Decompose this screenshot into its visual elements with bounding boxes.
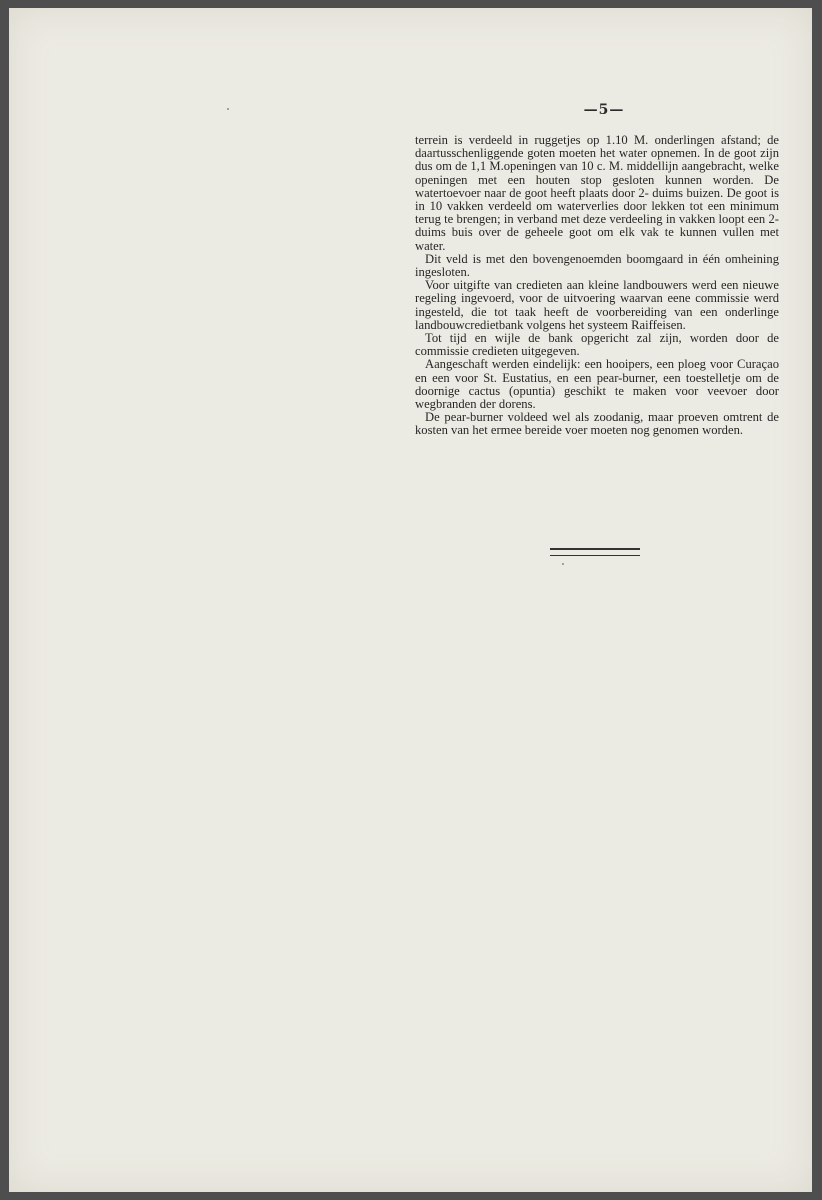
body-text [415,134,779,438]
paragraph-commission: Tot tijd en wijle de bank opgericht zal zijn, worden door de commissie credieten uitgegeven. [415,331,779,359]
section-divider [550,548,640,556]
paragraph-irrigation: terrein is verdeeld in ruggetjes op 1.10 M. onderlingen afstand; de daartusschenliggende goten moeten het water opnemen. In de goot zijn dus om de 1,1 M.openingen van 10 c. M. middellijn aangebracht, welke openingen met een houten stop gesloten kunnen worden. De watertoevoer naar de goot heeft plaats door 2- duims buizen. De goot is in 10 vakken verdeeld om waterverlies door lekken tot een minimum terug te brengen; in verband met deze verdeeling in vakken loopt een 2- duims buis over de geheele goot om elk vak te kunnen vullen met water. [415,133,779,253]
paragraph-pear-burner: De pear-burner voldeed wel als zoodanig, maar proeven omtrent de kosten van het ermee bereide voer moeten nog genomen worden. [415,410,779,438]
paragraph-purchases: Aangeschaft werden eindelijk: een hooipers, een ploeg voor Curaçao en een voor St. Eustatius, en een pear-burner, een toestelletje om de doornige cactus (opuntia) geschikt te maken voor veevoer door wegbranden der dorens. [415,357,779,412]
paragraph-enclosure: Dit veld is met den bovengenoemden boomgaard in één omheining ingesloten. [415,251,779,280]
document-page [9,8,812,1192]
paragraph-credit-scheme: Voor uitgifte van credieten aan kleine landbouwers werd een nieuwe regeling ingevoerd, voor de uitvoering waarvan eene commissie werd ingesteld, die tot taak heeft de voorbereiding van een onderlinge landbouwcredietbank volgens het systeem Raiffeisen. [415,278,779,332]
paper-speck [227,108,229,110]
paper-speck [562,563,564,565]
page-number: —5— [583,102,625,118]
